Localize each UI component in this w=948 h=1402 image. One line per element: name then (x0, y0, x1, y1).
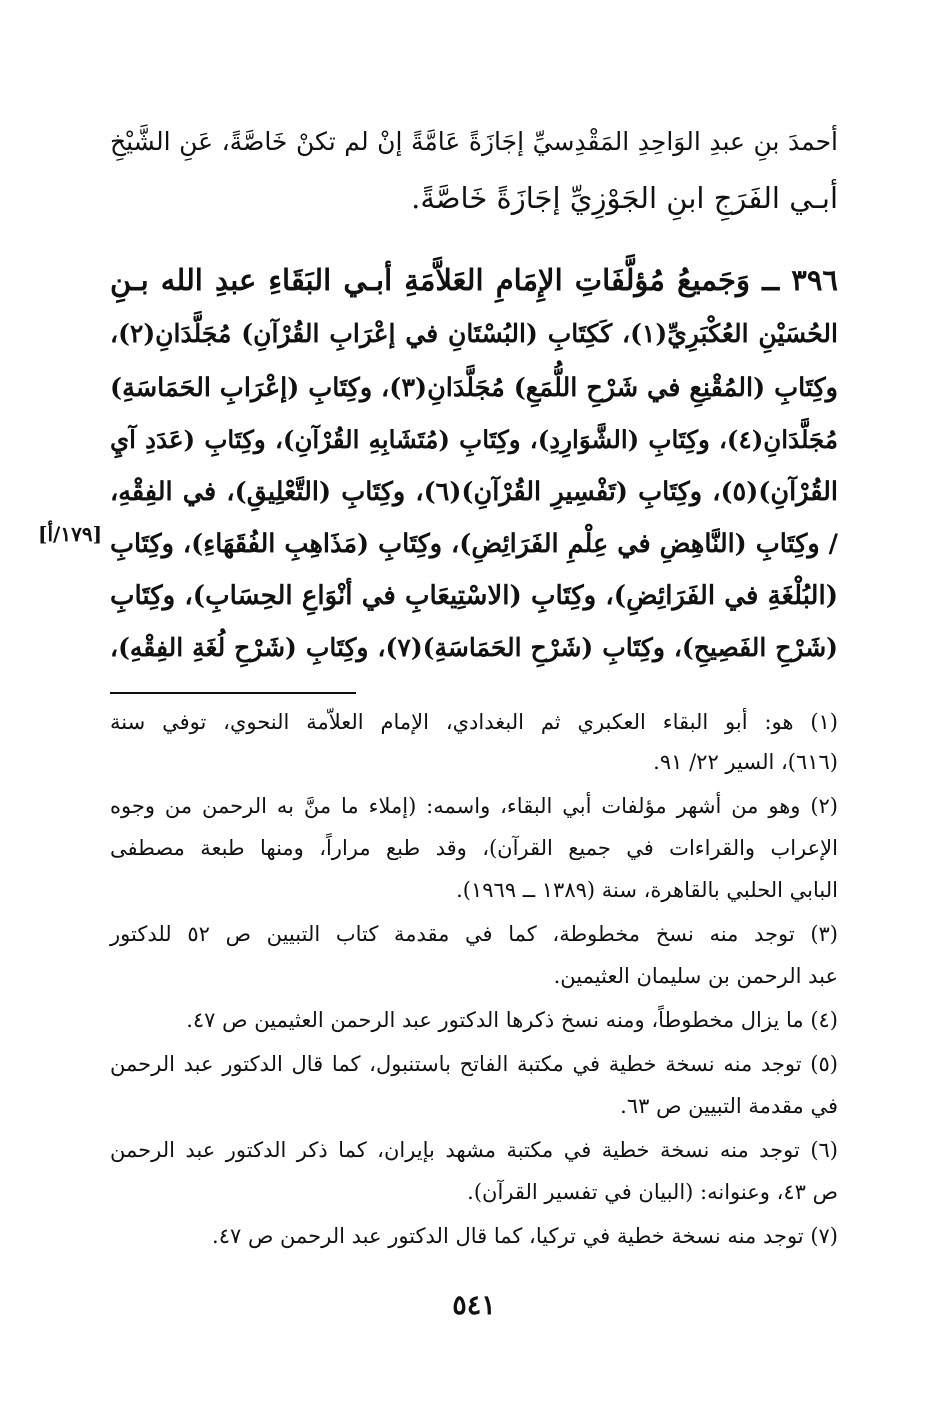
entry-line: (البُلْغَةِ في الفَرَائِضِ)، وكِتَابِ (الاسْتِيعَابِ في أنْوَاعِ الحِسَابِ)، وكِتَابِ (110, 581, 838, 611)
footnote-line: الإعراب والقراءات في جميع القرآن)، وقد طبع مراراً، ومنها طبعة مصطفى (110, 836, 838, 860)
footnote-line: (٤) ما يزال مخطوطاً، ومنه نسخ ذكرها الدكتور عبد الرحمن العثيمين ص ٤٧. (186, 1008, 838, 1032)
entry-line: مُجَلَّدَانِ(٤)، وكِتَابِ (الشَّوَارِدِ)، وكِتَابِ (مُتَشَابِهِ القُرْآنِ)، وكِتَابِ (عَدَدِ آيِ (110, 425, 838, 454)
footnote-separator (110, 692, 356, 694)
footnote-line: (١) هو: أبو البقاء العكبري ثم البغدادي، الإمام العلاّمة النحوي، توفي سنة (110, 710, 838, 734)
entry-line: ٣٩٦ ــ وَجَميعُ مُؤلَّفَاتِ الإِمَامِ العَلاَّمَةِ أبـي البَقَاءِ عبدِ الله بـنِ (110, 263, 838, 297)
entry-line: / وكِتَابِ (النَّاهِضِ في عِلْمِ الفَرَائِضِ)، وكِتَابِ (مَذَاهِبِ الفُقَهَاءِ)، وكِتَابِ (110, 529, 838, 559)
entry-line: (شَرْحِ الفَصِيحِ)، وكِتَابِ (شَرْحِ الحَمَاسَةِ)(٧)، وكِتَابِ (شَرْحِ لُغَةِ الفِقْهِ)، (110, 633, 838, 662)
entry-line: القُرْآنِ)(٥)، وكِتَابِ (تَفْسِيرِ القُرْآنِ)(٦)، وكِتَابِ (التَّعْلِيقِ)، في الفِقْهِ، (110, 477, 838, 507)
footnote-line: (٦١٦)، السير ٢٢/ ٩١. (653, 750, 838, 774)
intro-line: أحمدَ بنِ عبدِ الوَاحِدِ المَقْدِسيِّ إجَازَةً عَامَّةً إنْ لم تكنْ خَاصَّةً، عَنِ الشَّيْخِ (110, 127, 838, 156)
footnote-line: (٦) توجد منه نسخة خطية في مكتبة مشهد بإيران، كما ذكر الدكتور عبد الرحمن (110, 1138, 838, 1162)
manuscript-folio-marker: [١٧٩/أ] (38, 522, 103, 546)
entry-line: وكِتَابِ (المُقْنِعِ في شَرْحِ اللُّمَعِ) مُجَلَّدَانِ(٣)، وكِتَابِ (إعْرَابِ الحَمَاسَةِ) (110, 373, 838, 403)
footnote-line: في مقدمة التبيين ص ٦٣. (620, 1094, 838, 1118)
footnote-line: البابي الحلبي بالقاهرة، سنة (١٣٨٩ ــ ١٩٦٩). (456, 878, 838, 902)
footnote-line: ص ٤٣، وعنوانه: (البيان في تفسير القرآن). (467, 1180, 838, 1204)
intro-line: أبـي الفَرَجِ ابنِ الجَوْزِيِّ إجَازَةً خَاصَّةً. (411, 181, 838, 215)
footnote-line: (٢) وهو من أشهر مؤلفات أبي البقاء، واسمه: (إملاء ما منَّ به الرحمن من وجوه (110, 794, 838, 818)
page-number: ٥٤١ (452, 1290, 496, 1321)
footnote-line: (٧) توجد منه نسخة خطية في تركيا، كما قال الدكتور عبد الرحمن ص ٤٧. (212, 1224, 838, 1248)
entry-line: الحُسَيْنِ العُكْبَرِيِّ(١)، كَكِتَابِ (البُسْتَانِ في إعْرَابِ القُرْآنِ) مُجَلَّدَانِ(٢)، (110, 319, 838, 348)
footnote-line: عبد الرحمن بن سليمان العثيمين. (553, 964, 838, 988)
footnote-line: (٣) توجد منه نسخ مخطوطة، كما في مقدمة كتاب التبيين ص ٥٢ للدكتور (110, 922, 838, 946)
footnote-line: (٥) توجد منه نسخة خطية في مكتبة الفاتح باستنبول، كما قال الدكتور عبد الرحمن (110, 1052, 838, 1076)
